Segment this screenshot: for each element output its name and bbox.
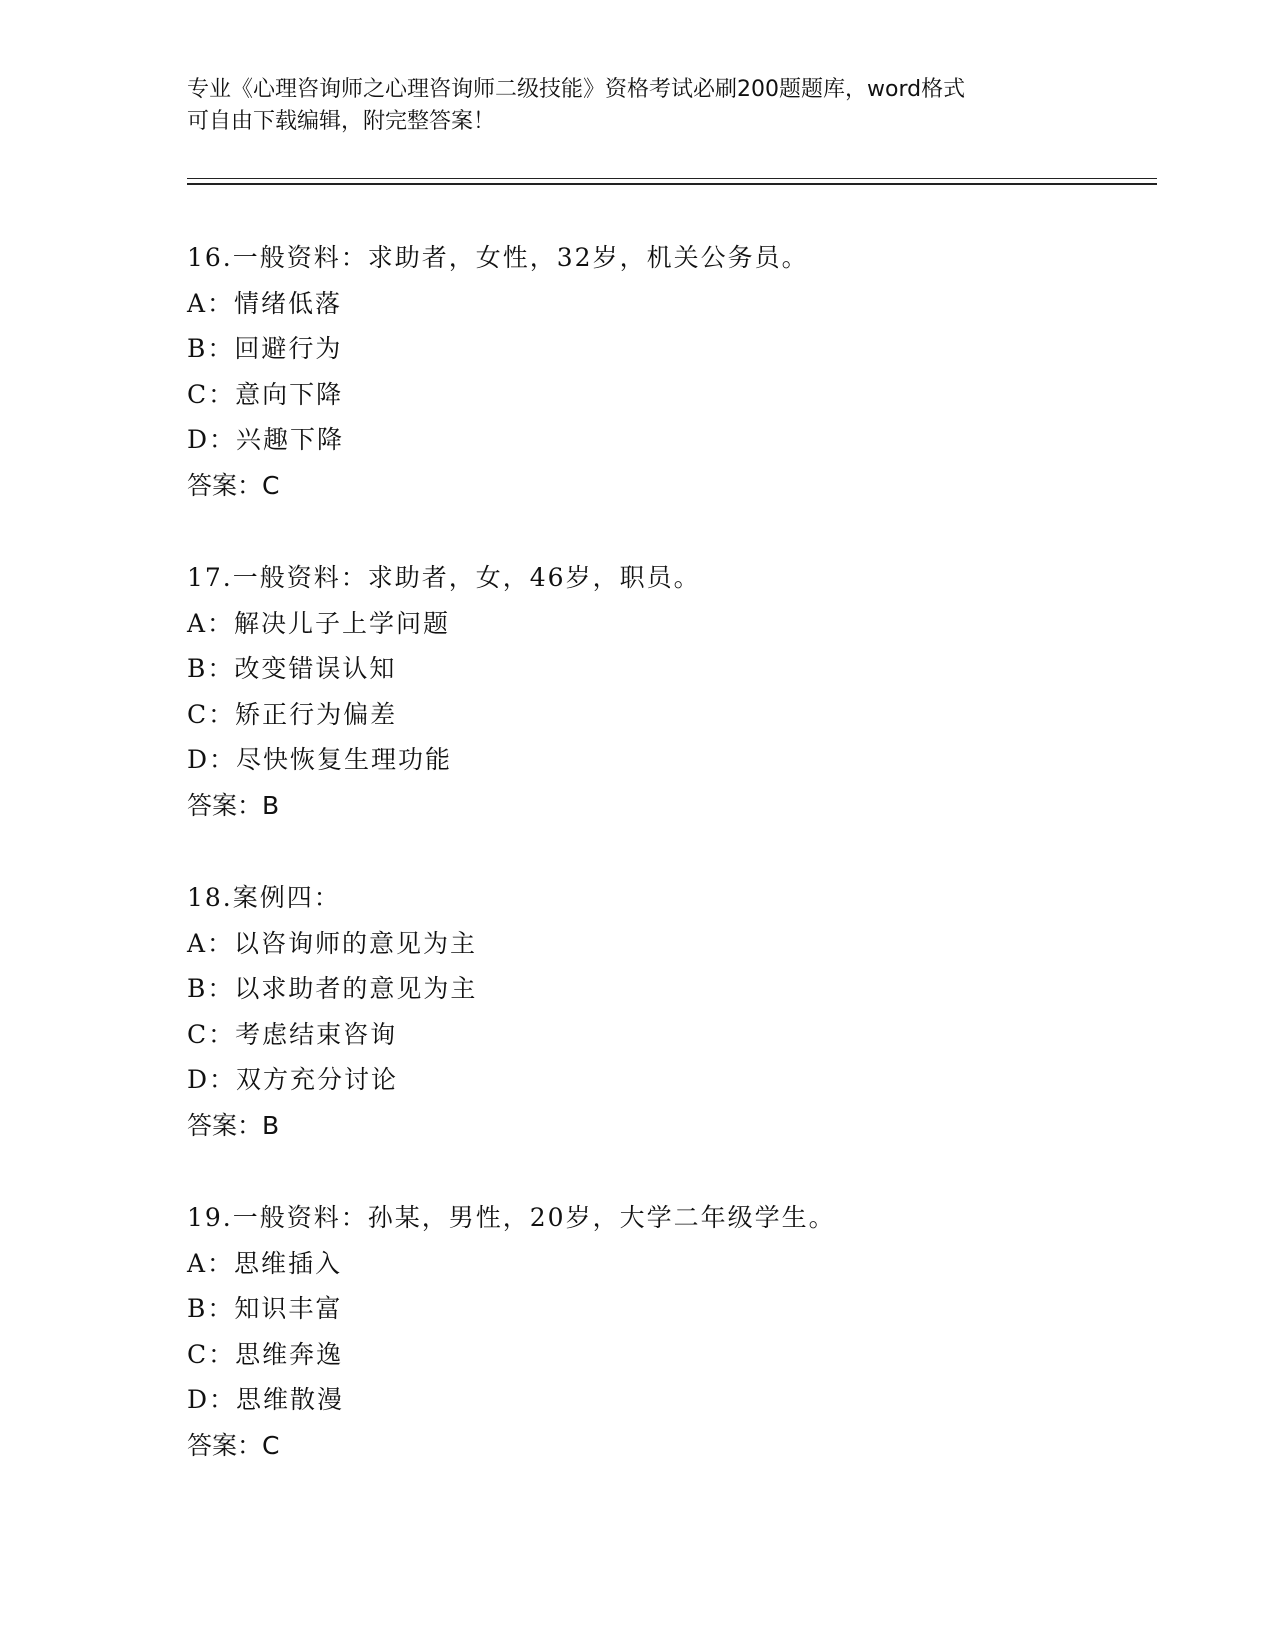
option-c: C：考虑结束咨询 [187, 1019, 398, 1049]
header-divider-bottom [187, 183, 1157, 185]
answer-label: 答案：C [187, 1430, 280, 1460]
option-b: B：以求助者的意见为主 [187, 974, 478, 1003]
question-16 [187, 235, 1147, 508]
document-header [187, 74, 1087, 138]
answer-label: 答案：C [187, 470, 280, 500]
question-19 [187, 1195, 1147, 1468]
answer-label: 答案：B [187, 790, 280, 820]
option-a: A：思维插入 [187, 1248, 343, 1278]
answer-label: 答案：B [187, 1110, 280, 1140]
option-c: C：思维奔逸 [187, 1339, 344, 1369]
header-divider-top [187, 178, 1157, 179]
option-c: C：矫正行为偏差 [187, 699, 398, 729]
header-title-line-1: 专业《心理咨询师之心理咨询师二级技能》资格考试必刷200题题库，word格式 [187, 77, 966, 102]
option-a: A：情绪低落 [187, 288, 343, 318]
option-d: D：尽快恢复生理功能 [187, 745, 453, 774]
option-c: C：意向下降 [187, 379, 344, 409]
option-d: D：思维散漫 [187, 1385, 345, 1414]
question-stem: 17.一般资料：求助者，女，46岁，职员。 [187, 563, 701, 592]
option-d: D：双方充分讨论 [187, 1065, 399, 1094]
option-d: D：兴趣下降 [187, 425, 345, 454]
option-b: B：改变错误认知 [187, 654, 397, 683]
option-b: B：回避行为 [187, 334, 343, 363]
question-18 [187, 875, 1147, 1148]
option-a: A：以咨询师的意见为主 [187, 928, 478, 958]
question-17 [187, 555, 1147, 828]
question-stem: 16.一般资料：求助者，女性，32岁，机关公务员。 [187, 243, 809, 272]
question-stem: 18.案例四： [187, 883, 341, 912]
option-b: B：知识丰富 [187, 1294, 343, 1323]
header-title-line-2: 可自由下载编辑，附完整答案！ [187, 109, 496, 134]
question-stem: 19.一般资料：孙某，男性，20岁，大学二年级学生。 [187, 1203, 836, 1232]
option-a: A：解决儿子上学问题 [187, 608, 451, 638]
